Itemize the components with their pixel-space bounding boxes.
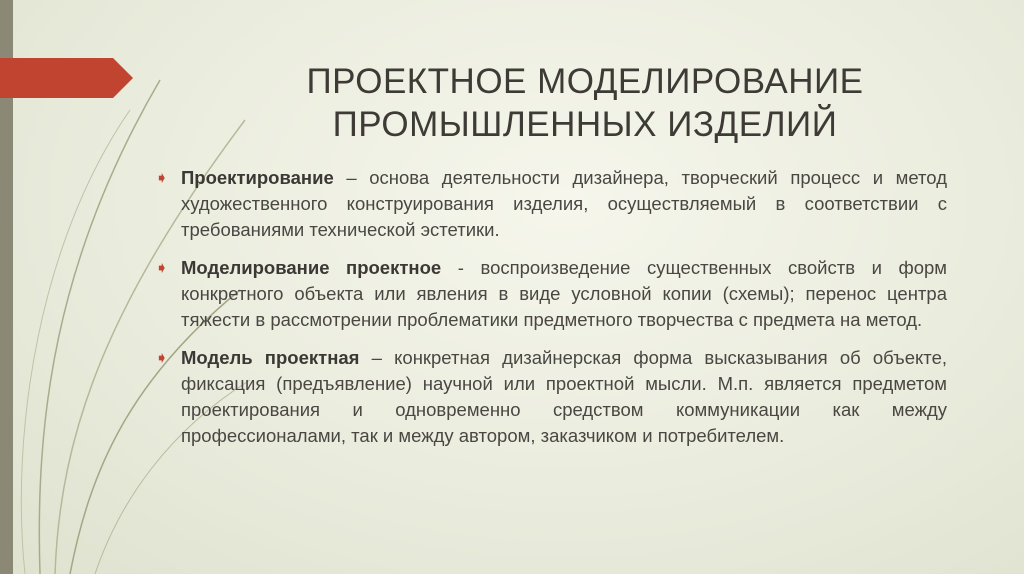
bullet-text-1	[181, 165, 947, 243]
arrow-bullet-icon: ➧	[155, 350, 169, 367]
bullet-list	[155, 165, 947, 461]
bullet-term-2: Моделирование проектное	[181, 257, 442, 278]
slide-title	[240, 60, 930, 146]
title-line-1: ПРОЕКТНОЕ МОДЕЛИРОВАНИЕ	[306, 62, 864, 101]
bullet-item-1	[155, 165, 947, 243]
bullet-body-1: – основа деятельности дизайнера, творческий процесс и метод художественного конструирования изделия, осуществляемый в соответствии с требованиями технической эстетики.	[181, 167, 947, 240]
bullet-text-3	[181, 345, 947, 449]
bullet-item-3	[155, 345, 947, 449]
bullet-text-2	[181, 255, 947, 333]
bullet-body-3: – конкретная дизайнерская форма высказывания об объекте, фиксация (предъявление) научной или проектной мысли. М.п. является предметом проектирования и одновременно средством коммуникации как между профессионалами, так и между автором, заказчиком и потребителем.	[181, 347, 948, 446]
title-accent-arrow	[0, 58, 135, 98]
bullet-body-2: - воспроизведение существенных свойств и форм конкретного объекта или явления в виде условной копии (схемы); перенос центра тяжести в рассмотрении проблематики предметного творчества с предмета на метод.	[181, 257, 947, 330]
bullet-item-2	[155, 255, 947, 333]
title-line-2: ПРОМЫШЛЕННЫХ ИЗДЕЛИЙ	[332, 105, 838, 144]
arrow-bullet-icon: ➧	[155, 260, 169, 277]
arrow-bullet-icon: ➧	[155, 170, 169, 187]
bullet-term-3: Модель проектная	[181, 347, 360, 368]
bullet-term-1: Проектирование	[181, 167, 334, 188]
